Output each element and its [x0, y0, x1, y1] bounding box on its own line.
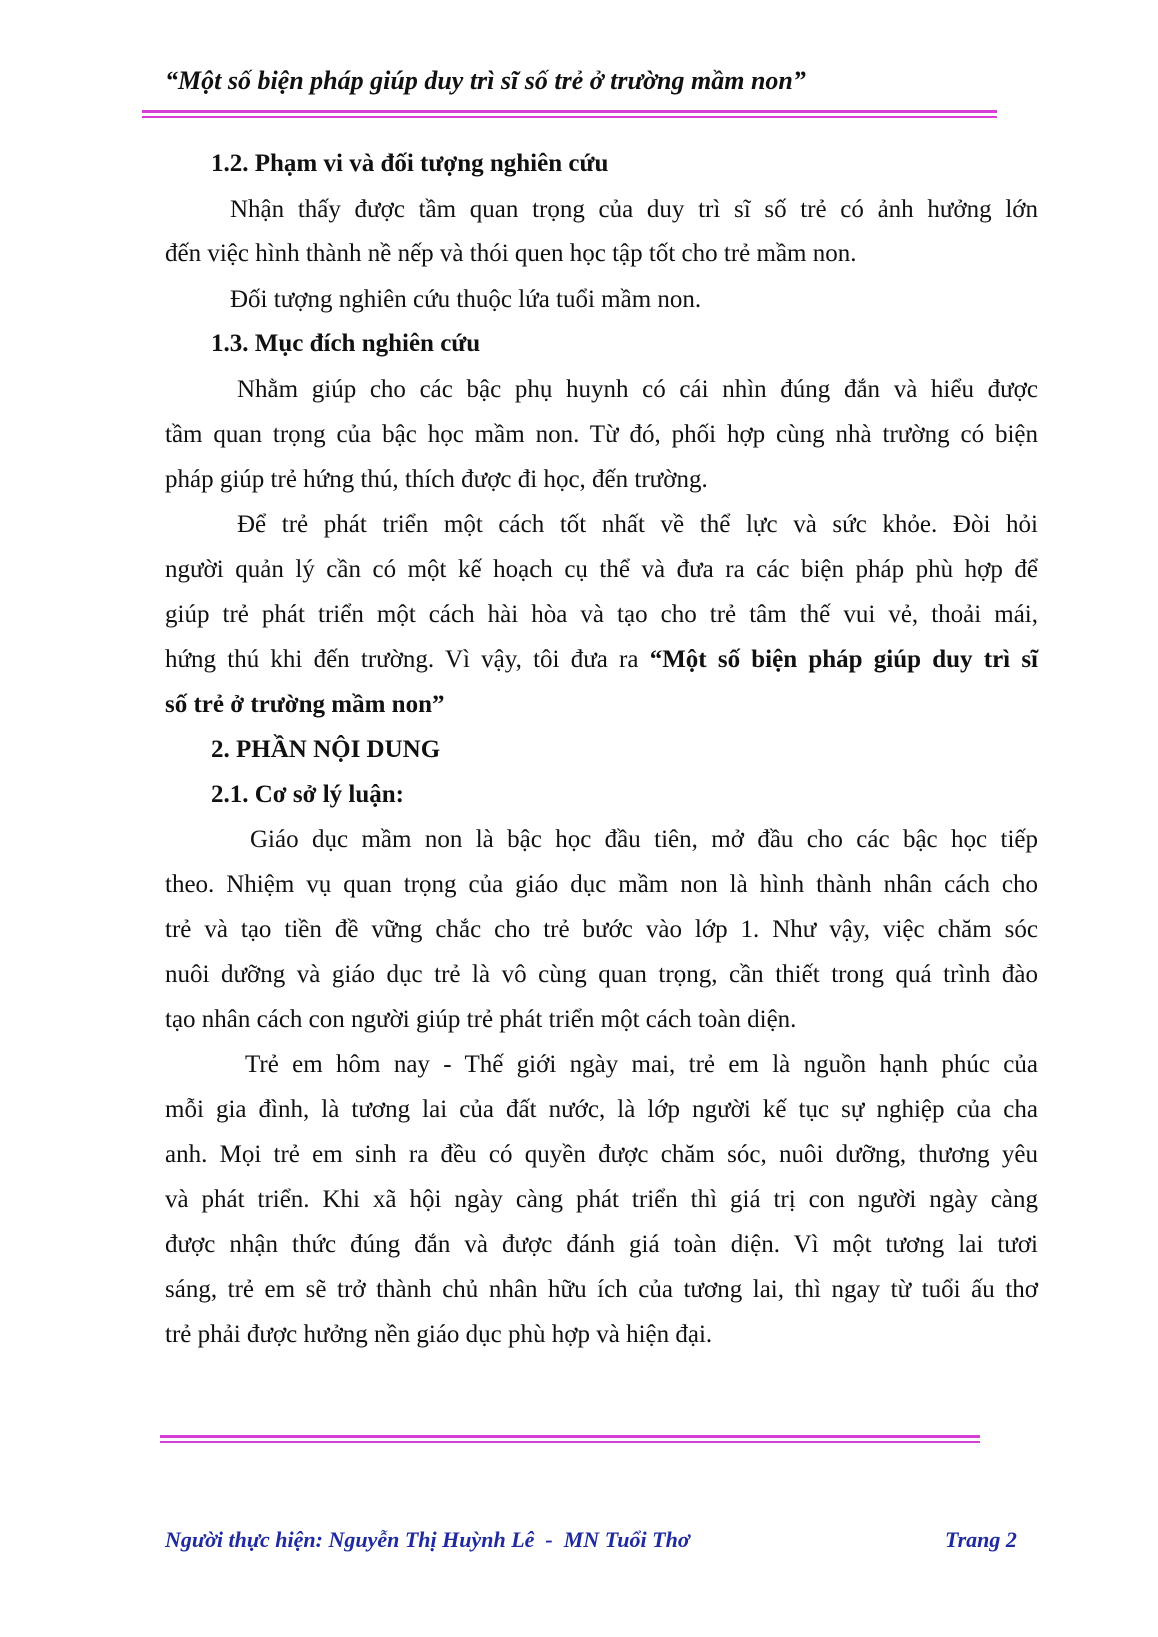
page-label: Trang	[945, 1527, 1001, 1552]
footer-rule-secondary	[160, 1441, 980, 1443]
paragraph-line: tạo nhân cách con người giúp trẻ phát triển một cách toàn diện.	[165, 1006, 797, 1033]
section-heading-1-2: 1.2. Phạm vi và đối tượng nghiên cứu	[211, 150, 609, 177]
paragraph-line: Nhận thấy được tầm quan trọng của duy trì sĩ số trẻ có ảnh hưởng lớn	[230, 196, 1038, 223]
paragraph-line: giúp trẻ phát triển một cách hài hòa và tạo cho trẻ tâm thế vui vẻ, thoải mái,	[165, 601, 1038, 628]
section-heading-1-3: 1.3. Mục đích nghiên cứu	[211, 330, 481, 357]
paragraph-line: trẻ phải được hưởng nền giáo dục phù hợp và hiện đại.	[165, 1321, 713, 1348]
footer-rule	[160, 1435, 980, 1438]
paragraph-line: mỗi gia đình, là tương lai của đất nước, là lớp người kế tục sự nghiệp của cha	[165, 1096, 1038, 1123]
paragraph-line: theo. Nhiệm vụ quan trọng của giáo dục mầm non là hình thành nhân cách cho	[165, 871, 1038, 898]
paragraph-line-mixed	[165, 646, 1038, 674]
footer-author: Người thực hiện: Nguyễn Thị Huỳnh Lê - MN Tuổi Thơ	[165, 1527, 690, 1552]
emphasized-title: “Một số biện pháp giúp duy trì sĩ	[649, 646, 1039, 673]
paragraph-line: trẻ và tạo tiền đề vững chắc cho trẻ bước vào lớp 1. Như vậy, việc chăm sóc	[165, 916, 1038, 943]
paragraph-line: nuôi dưỡng và giáo dục trẻ là vô cùng quan trọng, cần thiết trong quá trình đào	[165, 961, 1038, 988]
paragraph-line: và phát triển. Khi xã hội ngày càng phát triển thì giá trị con người ngày càng	[165, 1186, 1038, 1213]
paragraph-line: người quản lý cần có một kế hoạch cụ thể và đưa ra các biện pháp phù hợp để	[165, 556, 1038, 583]
header-rule	[142, 110, 997, 113]
section-heading-2: 2. PHẦN NỘI DUNG	[211, 736, 441, 763]
page-number: 2	[1005, 1527, 1017, 1552]
header-rule-secondary	[142, 116, 997, 118]
paragraph-line: tầm quan trọng của bậc học mầm non. Từ đó, phối hợp cùng nhà trường có biện	[165, 421, 1038, 448]
paragraph-line: Để trẻ phát triển một cách tốt nhất về thể lực và sức khỏe. Đòi hỏi	[237, 511, 1038, 538]
section-heading-2-1: 2.1. Cơ sở lý luận:	[211, 781, 404, 808]
paragraph-line: Trẻ em hôm nay - Thế giới ngày mai, trẻ em là nguồn hạnh phúc của	[245, 1051, 1038, 1078]
paragraph-line: đến việc hình thành nề nếp và thói quen học tập tốt cho trẻ mầm non.	[165, 240, 857, 267]
paragraph-line: Giáo dục mầm non là bậc học đầu tiên, mở đầu cho các bậc học tiếp	[250, 826, 1038, 853]
paragraph-line: pháp giúp trẻ hứng thú, thích được đi học, đến trường.	[165, 466, 708, 493]
paragraph-line: được nhận thức đúng đắn và được đánh giá toàn diện. Vì một tương lai tươi	[165, 1231, 1038, 1258]
page-header-title: “Một số biện pháp giúp duy trì sĩ số trẻ ở trường mầm non”	[165, 66, 806, 95]
emphasized-title: số trẻ ở trường mầm non”	[165, 691, 445, 718]
paragraph-text: hứng thú khi đến trường. Vì vậy, tôi đưa ra	[165, 646, 639, 673]
paragraph-line: Đối tượng nghiên cứu thuộc lứa tuổi mầm non.	[230, 286, 702, 313]
paragraph-line: sáng, trẻ em sẽ trở thành chủ nhân hữu ích của tương lai, thì ngay từ tuổi ấu thơ	[165, 1276, 1038, 1303]
paragraph-line: Nhằm giúp cho các bậc phụ huynh có cái nhìn đúng đắn và hiểu được	[237, 376, 1038, 403]
paragraph-line: anh. Mọi trẻ em sinh ra đều có quyền được chăm sóc, nuôi dưỡng, thương yêu	[165, 1141, 1038, 1168]
footer-page-number	[945, 1527, 1017, 1553]
